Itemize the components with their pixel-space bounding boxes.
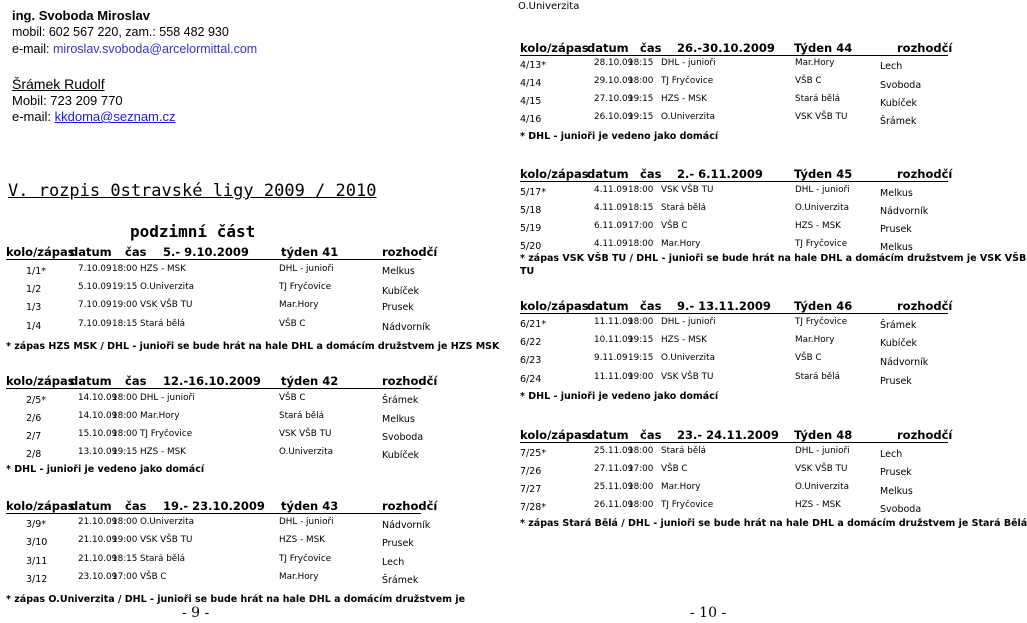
cell-home: Stará bělá [140, 319, 186, 329]
cell-match: 7/28* [520, 502, 547, 513]
cell-time: 18:00 [112, 264, 138, 274]
cell-time: 18:15 [628, 203, 654, 213]
cell-date: 7.10.09 [78, 300, 112, 310]
col-referee: rozhodčí [382, 374, 438, 388]
page-subtitle: podzimní část [130, 222, 256, 241]
col-date-range: 2.- 6.11.2009 [677, 167, 763, 181]
cell-time: 17:00 [112, 572, 138, 582]
cell-referee: Kubíček [382, 286, 420, 297]
cell-referee: Šrámek [382, 575, 419, 586]
cell-date: 14.10.09 [78, 411, 118, 421]
col-time: čas [640, 167, 662, 181]
cell-home: VSK VŠB TU [661, 372, 714, 382]
cell-date: 29.10.09 [594, 76, 634, 86]
cell-time: 19:15 [628, 94, 654, 104]
round-note: * DHL - junioři je vedeno jako domácí [520, 391, 719, 402]
cell-match: 3/11 [26, 556, 48, 567]
cell-time: 18:15 [112, 554, 138, 564]
cell-date: 5.10.09 [78, 282, 112, 292]
cell-time: 19:15 [112, 282, 138, 292]
col-round: kolo/zápas [6, 245, 75, 259]
cell-away: Mar.Hory [795, 335, 835, 345]
contact-sramek-phone: Mobil: 723 209 770 [12, 93, 123, 108]
cell-time: 18:00 [628, 239, 654, 249]
cell-match: 4/16 [520, 114, 542, 125]
cell-time: 18:00 [628, 185, 654, 195]
cell-away: Stará bělá [279, 411, 325, 421]
header-rule [6, 513, 421, 514]
contact-sramek-email [12, 109, 176, 124]
cell-match: 6/23 [520, 355, 542, 366]
cell-away: VSK VŠB TU [795, 112, 848, 122]
cell-home: VŠB C [140, 572, 167, 582]
cell-referee: Prusek [880, 467, 912, 478]
cell-match: 6/21* [520, 319, 547, 330]
cell-away: Stará bělá [795, 94, 841, 104]
cell-date: 11.11.09 [594, 372, 634, 382]
contact-sramek-name: Šrámek Rudolf [12, 76, 105, 92]
cell-away: O.Univerzita [795, 203, 849, 213]
col-date-range: 12.-16.10.2009 [163, 374, 261, 388]
col-date: datum [70, 374, 112, 388]
cell-home: HZS - MSK [661, 335, 707, 345]
cell-match: 2/5* [26, 395, 47, 406]
header-rule [6, 259, 421, 260]
cell-time: 18:00 [628, 317, 654, 327]
cell-match: 3/9* [26, 519, 47, 530]
col-date-range: 19.- 23.10.2009 [163, 499, 265, 513]
contact-svoboda-email [12, 42, 257, 57]
round-note: * zápas O.Univerzita / DHL - junioři se bude hrát na hale DHL a domácím družstvem je [6, 594, 466, 605]
cell-referee: Lech [880, 449, 903, 460]
cell-away: DHL - junioři [279, 264, 334, 274]
cell-referee: Melkus [382, 266, 415, 277]
cell-date: 25.11.09 [594, 482, 634, 492]
cell-home: O.Univerzita [661, 353, 715, 363]
col-referee: rozhodčí [382, 245, 438, 259]
cell-referee: Kubíček [880, 338, 918, 349]
col-date: datum [587, 428, 629, 442]
cell-referee: Kubíček [880, 98, 918, 109]
cell-referee: Lech [382, 557, 405, 568]
cell-away: TJ Fryčovice [279, 554, 332, 564]
cell-referee: Svoboda [880, 504, 922, 515]
header-rule [520, 442, 948, 443]
cell-home: VSK VŠB TU [661, 185, 714, 195]
cell-time: 18:00 [112, 411, 138, 421]
cell-match: 4/13* [520, 60, 547, 71]
cell-away: TJ Fryčovice [279, 282, 332, 292]
cell-home: Mar.Hory [661, 482, 701, 492]
cell-date: 26.10.09 [594, 112, 634, 122]
col-time: čas [125, 374, 147, 388]
col-referee: rozhodčí [382, 499, 438, 513]
cell-referee: Šrámek [382, 395, 419, 406]
cell-match: 2/7 [26, 431, 42, 442]
cell-home: O.Univerzita [140, 517, 194, 527]
cell-time: 18:00 [112, 393, 138, 403]
cell-away: Mar.Hory [795, 58, 835, 68]
cell-away: Mar.Hory [279, 300, 319, 310]
cell-referee: Kubíček [382, 450, 420, 461]
cell-time: 18:15 [628, 58, 654, 68]
cell-away: VŠB C [795, 76, 822, 86]
cell-away: Stará bělá [795, 372, 841, 382]
col-round: kolo/zápas [6, 374, 75, 388]
cell-date: 4.11.09 [594, 185, 628, 195]
col-date-range: 23.- 24.11.2009 [677, 428, 779, 442]
cell-home: TJ Fryčovice [661, 500, 714, 510]
cell-home: Stará bělá [140, 554, 186, 564]
round-note-cont: TU [520, 266, 535, 277]
cell-match: 1/1* [26, 266, 47, 277]
cell-date: 21.10.09 [78, 535, 118, 545]
cell-home: Stará bělá [661, 446, 707, 456]
cell-referee: Melkus [880, 188, 913, 199]
cell-date: 9.11.09 [594, 353, 628, 363]
col-referee: rozhodčí [897, 41, 953, 55]
cell-date: 7.10.09 [78, 319, 112, 329]
col-date-range: 5.- 9.10.2009 [163, 245, 249, 259]
cell-time: 19:15 [628, 112, 654, 122]
page-title: V. rozpis 0stravské ligy 2009 / 2010 [8, 181, 377, 201]
cell-away: VŠB C [795, 353, 822, 363]
cell-home: O.Univerzita [661, 112, 715, 122]
cell-home: Mar.Hory [140, 411, 180, 421]
cell-time: 19:15 [628, 335, 654, 345]
col-date: datum [70, 245, 112, 259]
col-referee: rozhodčí [897, 299, 953, 313]
cell-match: 1/4 [26, 321, 42, 332]
cell-time: 18:00 [628, 446, 654, 456]
cell-match: 5/18 [520, 205, 542, 216]
cell-referee: Melkus [880, 486, 913, 497]
cell-home: DHL - junioři [661, 317, 716, 327]
cell-time: 18:00 [628, 482, 654, 492]
cell-away: DHL - junioři [279, 517, 334, 527]
cell-away: VSK VŠB TU [795, 464, 848, 474]
cell-referee: Šrámek [880, 116, 917, 127]
cell-match: 5/20 [520, 241, 542, 252]
cell-date: 10.11.09 [594, 335, 634, 345]
cell-match: 3/12 [26, 574, 48, 585]
cell-referee: Nádvorník [880, 206, 929, 217]
cell-away: VŠB C [279, 319, 306, 329]
cell-date: 27.10.09 [594, 94, 634, 104]
cell-match: 3/10 [26, 537, 48, 548]
top-right-label: O.Univerzita [518, 1, 580, 12]
col-round: kolo/zápas [6, 499, 75, 513]
cell-time: 19:00 [112, 300, 138, 310]
cell-match: 7/27 [520, 484, 542, 495]
col-week: Týden 48 [794, 428, 853, 442]
cell-home: Stará bělá [661, 203, 707, 213]
cell-match: 4/14 [520, 78, 542, 89]
cell-time: 19:00 [112, 535, 138, 545]
cell-home: VSK VŠB TU [140, 300, 193, 310]
cell-time: 19:00 [628, 372, 654, 382]
col-time: čas [125, 499, 147, 513]
round-note: * zápas HZS MSK / DHL - junioři se bude hrát na hale DHL a domácím družstvem je HZS MSK [6, 341, 500, 352]
cell-date: 6.11.09 [594, 221, 628, 231]
cell-match: 2/6 [26, 413, 42, 424]
email-label: e-mail: [12, 109, 52, 124]
email-label: e-mail: [12, 42, 50, 56]
cell-away: HZS - MSK [795, 221, 841, 231]
col-time: čas [640, 428, 662, 442]
cell-time: 18:00 [112, 517, 138, 527]
cell-home: TJ Fryčovice [140, 429, 193, 439]
cell-away: O.Univerzita [279, 447, 333, 457]
cell-time: 18:00 [628, 76, 654, 86]
cell-date: 26.11.09 [594, 500, 634, 510]
col-round: kolo/zápas [520, 41, 589, 55]
cell-date: 11.11.09 [594, 317, 634, 327]
round-note: * zápas VSK VŠB TU / DHL - junioři se bude hrát na hale DHL a domácím družstvem je VSK VŠB [520, 253, 1027, 264]
cell-date: 21.10.09 [78, 554, 118, 564]
cell-date: 4.11.09 [594, 203, 628, 213]
cell-match: 1/3 [26, 302, 42, 313]
cell-match: 5/19 [520, 223, 542, 234]
cell-referee: Prusek [880, 224, 912, 235]
cell-match: 4/15 [520, 96, 542, 107]
col-round: kolo/zápas [520, 167, 589, 181]
cell-away: VŠB C [279, 393, 306, 403]
email-link[interactable]: miroslav.svoboda@arcelormittal.com [53, 42, 258, 56]
cell-referee: Svoboda [382, 432, 424, 443]
col-time: čas [640, 41, 662, 55]
cell-referee: Lech [880, 61, 903, 72]
col-referee: rozhodčí [897, 428, 953, 442]
col-date-range: 26.-30.10.2009 [677, 41, 775, 55]
col-time: čas [125, 245, 147, 259]
cell-home: O.Univerzita [140, 282, 194, 292]
cell-time: 18:00 [112, 429, 138, 439]
cell-date: 7.10.09 [78, 264, 112, 274]
cell-referee: Svoboda [880, 80, 922, 91]
cell-home: VŠB C [661, 464, 688, 474]
cell-time: 17:00 [628, 464, 654, 474]
cell-date: 25.11.09 [594, 446, 634, 456]
cell-referee: Melkus [880, 242, 913, 253]
round-note: * DHL - junioři je vedeno jako domácí [520, 131, 719, 142]
cell-referee: Prusek [382, 302, 414, 313]
col-referee: rozhodčí [897, 167, 953, 181]
page-number-right: - 10 - [690, 605, 727, 621]
cell-date: 23.10.09 [78, 572, 118, 582]
cell-home: DHL - junioři [661, 58, 716, 68]
cell-referee: Melkus [382, 414, 415, 425]
cell-date: 4.11.09 [594, 239, 628, 249]
col-week: týden 43 [281, 499, 339, 513]
cell-away: DHL - junioři [795, 446, 850, 456]
col-week: Týden 45 [794, 167, 853, 181]
cell-match: 7/26 [520, 466, 542, 477]
cell-date: 21.10.09 [78, 517, 118, 527]
col-date: datum [587, 299, 629, 313]
col-week: týden 41 [281, 245, 339, 259]
cell-away: DHL - junioři [795, 185, 850, 195]
cell-match: 2/8 [26, 449, 42, 460]
cell-referee: Šrámek [880, 320, 917, 331]
cell-referee: Nádvorník [880, 357, 929, 368]
cell-date: 15.10.09 [78, 429, 118, 439]
cell-date: 14.10.09 [78, 393, 118, 403]
email-link[interactable]: kkdoma@seznam.cz [54, 109, 176, 124]
header-rule [6, 388, 421, 389]
cell-away: Mar.Hory [279, 572, 319, 582]
header-rule [520, 55, 948, 56]
cell-home: HZS - MSK [140, 264, 186, 274]
col-date-range: 9.- 13.11.2009 [677, 299, 771, 313]
cell-time: 18:15 [112, 319, 138, 329]
cell-away: HZS - MSK [279, 535, 325, 545]
header-rule [520, 313, 948, 314]
cell-match: 6/24 [520, 374, 542, 385]
cell-home: VSK VŠB TU [140, 535, 193, 545]
cell-match: 7/25* [520, 448, 547, 459]
cell-time: 19:15 [112, 447, 138, 457]
cell-match: 6/22 [520, 337, 542, 348]
cell-date: 28.10.09 [594, 58, 634, 68]
cell-home: TJ Fryčovice [661, 76, 714, 86]
cell-referee: Nádvorník [382, 520, 431, 531]
col-time: čas [640, 299, 662, 313]
cell-time: 17:00 [628, 221, 654, 231]
col-week: Týden 46 [794, 299, 853, 313]
cell-away: O.Univerzita [795, 482, 849, 492]
cell-home: HZS - MSK [140, 447, 186, 457]
cell-referee: Nádvorník [382, 322, 431, 333]
contact-svoboda-phone: mobil: 602 567 220, zam.: 558 482 930 [12, 25, 229, 39]
col-round: kolo/zápas [520, 428, 589, 442]
col-week: týden 42 [281, 374, 339, 388]
round-note: * DHL - junioři je vedeno jako domácí [6, 464, 205, 475]
col-date: datum [587, 41, 629, 55]
cell-referee: Prusek [880, 376, 912, 387]
cell-home: Mar.Hory [661, 239, 701, 249]
cell-home: VŠB C [661, 221, 688, 231]
cell-home: DHL - junioři [140, 393, 195, 403]
page-number-left: - 9 - [182, 605, 210, 621]
cell-away: HZS - MSK [795, 500, 841, 510]
cell-time: 18:00 [628, 500, 654, 510]
cell-match: 5/17* [520, 187, 547, 198]
col-date: datum [587, 167, 629, 181]
col-week: Týden 44 [794, 41, 853, 55]
col-round: kolo/zápas [520, 299, 589, 313]
cell-date: 27.11.09 [594, 464, 634, 474]
cell-away: VSK VŠB TU [279, 429, 332, 439]
col-date: datum [70, 499, 112, 513]
header-rule [520, 181, 948, 182]
cell-away: TJ Fryčovice [795, 239, 848, 249]
cell-home: HZS - MSK [661, 94, 707, 104]
contact-svoboda-name: ing. Svoboda Miroslav [12, 8, 150, 23]
cell-match: 1/2 [26, 284, 42, 295]
cell-date: 13.10.09 [78, 447, 118, 457]
round-note: * zápas Stará Bělá / DHL - junioři se bude hrát na hale DHL a domácím družstvem je Stará Bělá [520, 518, 1027, 529]
cell-referee: Prusek [382, 538, 414, 549]
cell-time: 19:15 [628, 353, 654, 363]
cell-away: TJ Fryčovice [795, 317, 848, 327]
